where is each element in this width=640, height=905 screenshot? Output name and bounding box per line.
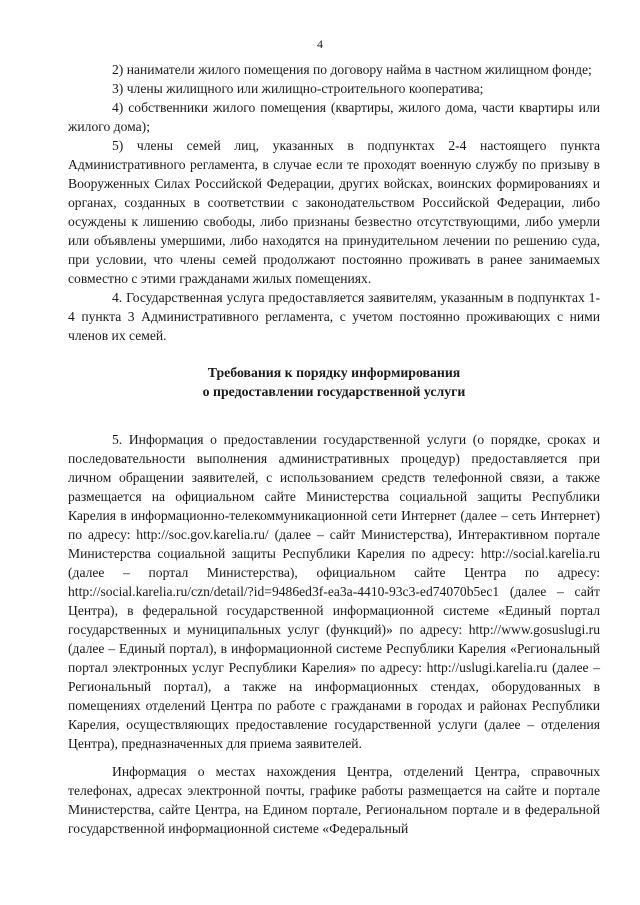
section-heading-line-1: Требования к порядку информирования bbox=[207, 365, 461, 380]
document-body bbox=[68, 60, 600, 838]
paragraph-info-locations: Информация о местах нахождения Центра, отделений Центра, справочных телефонах, адресах электронной почты, графике работы размещается на сайте и портале Министерства, сайте Центра, на Едином портале, Региональном портале и в федеральной государственной информационной системе «Федеральный bbox=[68, 764, 600, 836]
paragraph-point-4: 4. Государственная услуга предоставляется заявителям, указанным в подпунктах 1-4 пункта 3 Административного регламента, с учетом постоянно проживающих с ними членов их семей. bbox=[68, 290, 600, 343]
paragraph-item-5: 5) члены семей лиц, указанных в подпунктах 2-4 настоящего пункта Административного регламента, в случае если те проходят военную службу по призыву в Вооруженных Силах Российской Федерации, других войсках, воинских формированиях и органах, созданных в соответствии с законодательством Российской Федерации, либо осуждены к лишению свободы, либо признаны безвестно отсутствующими, либо умерли или объявлены умершими, либо находятся на принудительном лечении по решению суда, при условии, что члены семей продолжают постоянно проживать в ранее занимаемых совместно с этими гражданами жилых помещениях. bbox=[68, 138, 600, 286]
paragraph-item-3: 3) члены жилищного или жилищно-строительного кооператива; bbox=[112, 81, 484, 96]
section-heading-line-2: о предоставлении государственной услуги bbox=[202, 384, 466, 399]
paragraph-point-5: 5. Информация о предоставлении государственной услуги (о порядке, сроках и последовательности выполнения административных процедур) предоставляется при личном обращении заявителей, с использованием средств телефонной связи, а также размещается на официальном сайте Министерства социальной защиты Республики Карелия в информационно-телекоммуникационной сети Интернет (далее – сеть Интернет) по адресу: http://soc.gov.karelia.ru/ (далее – сайт Министерства), Интерактивном портале Министерства социальной защиты Республики Карелия по адресу: http://social.karelia.ru (далее – портал Министерства), официальном сайте Центра по адресу: http://social.karelia.ru/czn/detail/?id=9486ed3f-ea3a-4410-93c3-ed74070b5ec1 (далее – сайт Центра), в федеральной государственной информационной системе «Единый портал государственных и муниципальных услуг (функций)» по адресу: http://www.gosuslugi.ru (далее – Единый портал), в информационной системе Республики Карелия «Региональный портал электронных услуг Республики Карелия» по адресу: http://uslugi.karelia.ru (далее – Региональный портал), а также на информационных стендах, оборудованных в помещениях отделений Центра по работе с гражданами в городах и районах Республики Карелия, осуществляющих предоставление государственной услуги (далее – отделения Центра), предназначенных для приема заявителей. bbox=[68, 432, 600, 751]
paragraph-item-2: 2) наниматели жилого помещения по договору найма в частном жилищном фонде; bbox=[112, 62, 592, 77]
section-heading bbox=[68, 363, 600, 401]
paragraph-item-4: 4) собственники жилого помещения (квартиры, жилого дома, части квартиры или жилого дома); bbox=[68, 100, 600, 134]
page-number: 4 bbox=[317, 37, 323, 51]
